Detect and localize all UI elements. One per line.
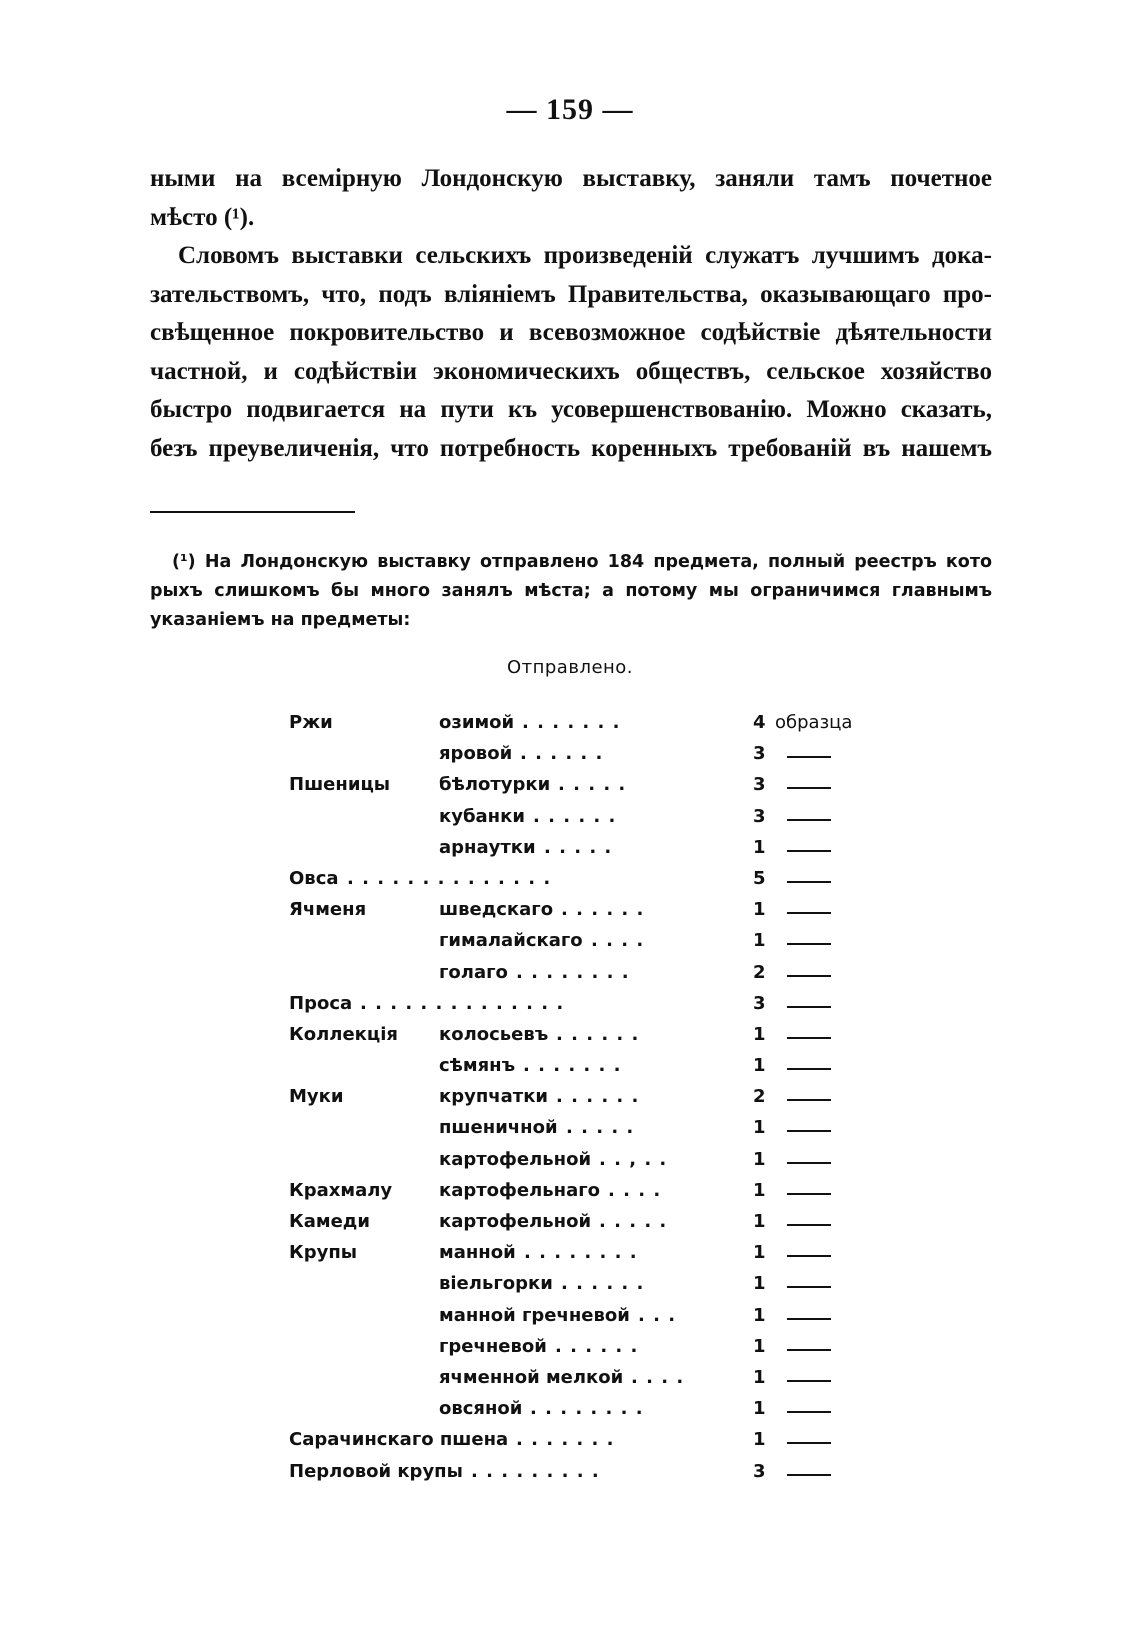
item-quantity: 1 bbox=[753, 1304, 766, 1326]
list-item bbox=[289, 804, 909, 835]
list-item bbox=[289, 866, 909, 897]
item-variety: шведскаго bbox=[439, 899, 554, 921]
item-variety: пшеничной bbox=[439, 1117, 558, 1139]
ditto-dash bbox=[787, 1099, 831, 1101]
item-variety: кубанки bbox=[439, 805, 525, 827]
text-line: безъ преувеличенія, что потребность коренныхъ требованій въ нашемъ bbox=[150, 434, 992, 462]
paragraph-1 bbox=[150, 160, 992, 237]
item-quantity: 1 bbox=[753, 1055, 766, 1077]
leader-dots: . . . . . . bbox=[561, 899, 645, 921]
leader-dots: . . . . . . bbox=[556, 1023, 640, 1045]
ditto-dash bbox=[787, 1130, 831, 1132]
ditto-dash bbox=[787, 1411, 831, 1413]
item-unit: образца bbox=[775, 712, 853, 733]
list-item bbox=[289, 1427, 909, 1458]
list-item bbox=[289, 1209, 909, 1240]
item-variety: картофельной bbox=[439, 1211, 592, 1232]
ditto-dash bbox=[787, 1006, 831, 1008]
ditto-dash bbox=[787, 1162, 831, 1164]
leader-dots: . . . . bbox=[591, 930, 645, 952]
leader-dots: . . . . . . . . bbox=[516, 961, 630, 983]
item-variety: манной гречневой bbox=[439, 1304, 630, 1326]
item-quantity: 1 bbox=[753, 1398, 766, 1420]
item-quantity: 1 bbox=[753, 1335, 766, 1357]
leader-dots: . . . . . . . . . bbox=[471, 1460, 600, 1482]
item-category: Ячменя bbox=[289, 899, 367, 921]
text-line: частной, и содѣйствіи экономическихъ обществъ, сельское хозяйство bbox=[150, 357, 992, 385]
paragraph-2 bbox=[150, 237, 992, 468]
list-item bbox=[289, 772, 909, 803]
leader-dots: . . . . bbox=[608, 1179, 662, 1201]
item-variety: крупчатки bbox=[439, 1086, 549, 1108]
ditto-dash bbox=[787, 943, 831, 945]
item-category: Пшеницы bbox=[289, 774, 391, 796]
item-quantity: 3 bbox=[753, 1460, 766, 1482]
item-category: Коллекція bbox=[289, 1023, 398, 1045]
leader-dots: . . . . . bbox=[599, 1211, 668, 1232]
list-item bbox=[289, 1271, 909, 1302]
item-category: Перловой крупы bbox=[289, 1460, 463, 1482]
item-variety: голаго bbox=[439, 961, 508, 983]
item-quantity: 1 bbox=[753, 1148, 766, 1170]
item-category: Ржи bbox=[289, 712, 333, 733]
ditto-dash bbox=[787, 912, 831, 914]
item-quantity: 2 bbox=[753, 961, 766, 983]
list-item bbox=[289, 835, 909, 866]
list-item bbox=[289, 1459, 909, 1490]
item-variety: картофельной bbox=[439, 1148, 592, 1170]
ditto-dash bbox=[787, 1193, 831, 1195]
list-item bbox=[289, 1334, 909, 1365]
ditto-dash bbox=[787, 1286, 831, 1288]
item-category: Крахмалу bbox=[289, 1179, 393, 1201]
item-quantity: 3 bbox=[753, 743, 766, 765]
list-item bbox=[289, 928, 909, 959]
item-quantity: 1 bbox=[753, 1242, 766, 1264]
item-quantity: 1 bbox=[753, 1211, 766, 1232]
item-variety: озимой bbox=[439, 712, 515, 733]
text-line: ными на всемірную Лондонскую выставку, заняли тамъ почетное bbox=[150, 165, 992, 192]
item-variety: віельгорки bbox=[439, 1273, 553, 1295]
ditto-dash bbox=[787, 1224, 831, 1226]
list-item bbox=[289, 897, 909, 928]
leader-dots: . . . . . bbox=[544, 836, 613, 858]
leader-dots: . . . . . . . . bbox=[530, 1398, 644, 1420]
item-quantity: 1 bbox=[753, 1366, 766, 1388]
leader-dots: . . , . . bbox=[599, 1148, 668, 1170]
list-item bbox=[289, 1365, 909, 1396]
item-category: Муки bbox=[289, 1086, 344, 1108]
leader-dots: . . . . bbox=[631, 1366, 685, 1388]
item-quantity: 1 bbox=[753, 1117, 766, 1139]
leader-dots: . . . . . . . bbox=[522, 712, 621, 733]
list-item bbox=[289, 960, 909, 991]
list-item bbox=[289, 1178, 909, 1209]
ditto-dash bbox=[787, 1068, 831, 1070]
ditto-dash bbox=[787, 1474, 831, 1476]
leader-dots: . . . . . . . bbox=[523, 1055, 622, 1077]
footnote bbox=[150, 548, 992, 635]
leader-dots: . . . bbox=[638, 1304, 677, 1326]
item-variety: картофельнаго bbox=[439, 1179, 601, 1201]
leader-dots: . . . . . . bbox=[555, 1335, 639, 1357]
item-quantity: 1 bbox=[753, 836, 766, 858]
item-variety: яровой bbox=[439, 743, 513, 765]
leader-dots: . . . . . . bbox=[533, 805, 617, 827]
item-quantity: 5 bbox=[753, 867, 766, 889]
ditto-dash bbox=[787, 975, 831, 977]
text-line: свѣщенное покровительство и всевозможное содѣйствіе дѣятельности bbox=[150, 319, 992, 346]
list-item bbox=[289, 1053, 909, 1084]
item-quantity: 1 bbox=[753, 930, 766, 952]
leader-dots: . . . . . . . . bbox=[524, 1242, 638, 1264]
leader-dots: . . . . . . bbox=[561, 1273, 645, 1295]
item-quantity: 1 bbox=[753, 1179, 766, 1201]
list-item bbox=[289, 1084, 909, 1115]
item-variety: бѣлотурки bbox=[439, 774, 551, 796]
list-item bbox=[289, 1303, 909, 1334]
ditto-dash bbox=[787, 1380, 831, 1382]
ditto-dash bbox=[787, 756, 831, 758]
ditto-dash bbox=[787, 819, 831, 821]
ditto-dash bbox=[787, 1255, 831, 1257]
leader-dots: . . . . . bbox=[566, 1117, 635, 1139]
item-variety: манной bbox=[439, 1242, 516, 1264]
item-quantity: 1 bbox=[753, 1429, 766, 1451]
item-category: Камеди bbox=[289, 1211, 370, 1232]
item-variety: сѣмянъ bbox=[439, 1055, 516, 1077]
item-category: Сарачинскаго пшена bbox=[289, 1429, 509, 1451]
text-line: мѣсто (¹). bbox=[150, 203, 255, 231]
item-variety: гречневой bbox=[439, 1335, 547, 1357]
main-text bbox=[150, 160, 992, 468]
item-quantity: 3 bbox=[753, 805, 766, 827]
leader-dots: . . . . . bbox=[558, 774, 627, 796]
list-item bbox=[289, 710, 909, 741]
item-quantity: 1 bbox=[753, 899, 766, 921]
ditto-dash bbox=[787, 850, 831, 852]
page-number: — 159 — bbox=[506, 93, 634, 126]
text-line: быстро подвигается на пути къ усовершенствованію. Можно сказать, bbox=[150, 396, 992, 423]
footnote-separator bbox=[150, 511, 355, 513]
list-item bbox=[289, 1396, 909, 1427]
ditto-dash bbox=[787, 881, 831, 883]
item-quantity: 3 bbox=[753, 774, 766, 796]
item-category: Овса bbox=[289, 867, 339, 889]
item-quantity: 1 bbox=[753, 1023, 766, 1045]
item-variety: овсяной bbox=[439, 1398, 523, 1420]
item-quantity: 4 bbox=[753, 712, 766, 733]
item-category: Крупы bbox=[289, 1242, 358, 1264]
list-item bbox=[289, 1022, 909, 1053]
text-line: Словомъ выставки сельскихъ произведеній служатъ лучшимъ дока- bbox=[178, 242, 992, 269]
list-item bbox=[289, 1240, 909, 1271]
ditto-dash bbox=[787, 787, 831, 789]
list-item bbox=[289, 991, 909, 1022]
footnote-text: (¹) На Лондонскую выставку отправлено 184 предмета, полный реестръ кото рыхъ слишкомъ бы много занялъ мѣста; а потому мы ограничимся главнымъ указаніемъ на предметы: bbox=[150, 552, 992, 630]
leader-dots: . . . . . . . . . . . . . . bbox=[360, 992, 565, 1014]
item-variety: колосьевъ bbox=[439, 1023, 549, 1045]
item-variety: ячменной мелкой bbox=[439, 1366, 624, 1388]
item-quantity: 1 bbox=[753, 1273, 766, 1295]
item-quantity: 3 bbox=[753, 992, 766, 1014]
item-category: Проса bbox=[289, 992, 353, 1014]
list-item bbox=[289, 1147, 909, 1178]
leader-dots: . . . . . . . bbox=[516, 1429, 615, 1451]
ditto-dash bbox=[787, 1037, 831, 1039]
shipment-list bbox=[289, 710, 909, 1490]
leader-dots: . . . . . . . . . . . . . . bbox=[347, 867, 552, 889]
ditto-dash bbox=[787, 1442, 831, 1444]
leader-dots: . . . . . . bbox=[556, 1086, 640, 1108]
item-quantity: 2 bbox=[753, 1086, 766, 1108]
ditto-dash bbox=[787, 1318, 831, 1320]
list-item bbox=[289, 741, 909, 772]
table-caption: Отправлено. bbox=[506, 657, 634, 678]
ditto-dash bbox=[787, 1349, 831, 1351]
item-variety: арнаутки bbox=[439, 836, 536, 858]
item-variety: гималайскаго bbox=[439, 930, 583, 952]
text-line: зательствомъ, что, подъ вліяніемъ Правительства, оказывающаго про- bbox=[150, 280, 992, 308]
leader-dots: . . . . . . bbox=[520, 743, 604, 765]
list-item bbox=[289, 1115, 909, 1146]
